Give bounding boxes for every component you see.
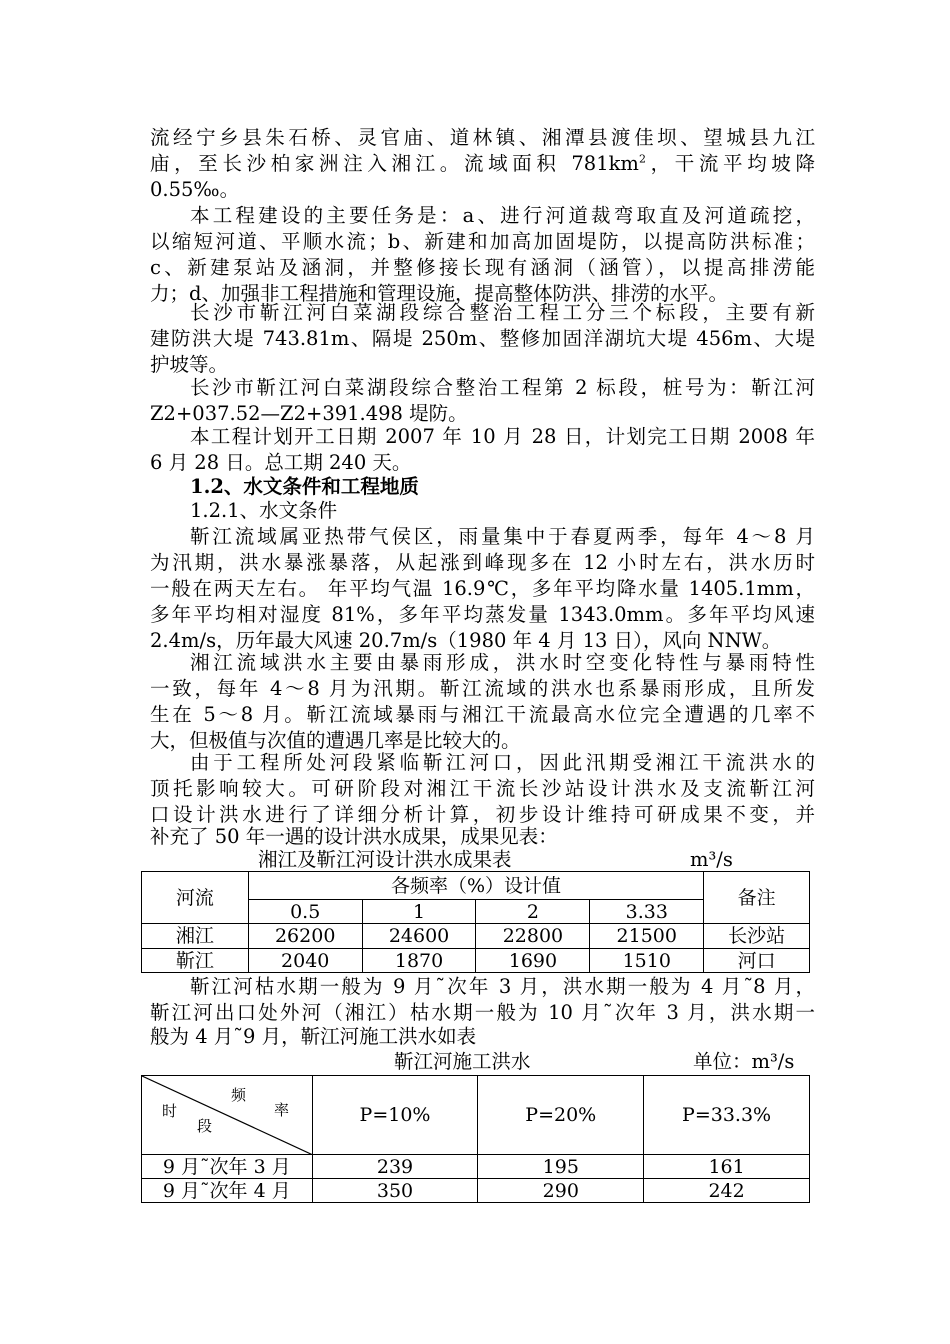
paragraph-line: 流经宁乡县朱石桥、灵官庙、道林镇、湘潭县渡佳坝、望城县九江 (150, 126, 815, 149)
table-cell: 161 (644, 1155, 810, 1179)
superscript: 2 (638, 152, 646, 166)
table-cell: 350 (312, 1179, 478, 1203)
freq-header: 1 (362, 900, 476, 924)
paragraph-line: c、新建泵站及涵洞，并整修接长现有涵洞（涵管），以提高排涝能 (150, 256, 815, 279)
paragraph-line: 一致，每年 4～8 月为汛期。靳江流域的洪水也系暴雨形成，且所发 (150, 677, 815, 700)
header-frequency: 各频率（%）设计值 (248, 872, 703, 900)
freq-header: P=33.3% (644, 1076, 810, 1155)
table-cell: 21500 (590, 924, 704, 949)
table-cell: 1690 (476, 949, 590, 973)
subsection-heading: 1.2.1、水文条件 (190, 499, 338, 522)
table-title: 湘江及靳江河设计洪水成果表 (258, 848, 512, 871)
paragraph-line: 护坡等。 (150, 353, 229, 376)
table-row (142, 924, 810, 949)
section-heading: 1.2、水文条件和工程地质 (190, 475, 419, 498)
paragraph-line: 靳江河出口处外河（湘江）枯水期一般为 10 月˜次年 3 月，洪水期一 (150, 1001, 815, 1024)
table-cell: 195 (478, 1155, 644, 1179)
table-title: 靳江河施工洪水 (394, 1050, 531, 1073)
freq-header: 0.5 (248, 900, 362, 924)
paragraph-line: 本工程建设的主要任务是：a、进行河道裁弯取直及河道疏挖， (190, 204, 815, 227)
paragraph-text: 庙，至长沙柏家洲注入湘江。流域面积 781km (150, 152, 639, 175)
table-cell: 26200 (248, 924, 362, 949)
diagonal-header-cell (142, 1076, 313, 1155)
paragraph-line: 多年平均相对湿度 81%，多年平均蒸发量 1343.0mm。多年平均风速 (150, 603, 815, 626)
paragraph-line: 补充了 50 年一遇的设计洪水成果，成果见表： (150, 825, 558, 848)
table-cell: 239 (312, 1155, 478, 1179)
freq-header: 2 (476, 900, 590, 924)
paragraph-line: 以缩短河道、平顺水流；b、新建和加高加固堤防，以提高防洪标准； (150, 230, 815, 253)
paragraph-text: ，干流平均坡降 (645, 152, 815, 175)
paragraph-line (150, 151, 815, 177)
header-river: 河流 (142, 872, 249, 924)
paragraph-line: 长沙市靳江河白菜湖段综合整治工程第 2 标段，桩号为：靳江河 (190, 376, 815, 399)
paragraph-line: 大，但极值与次值的遭遇几率是比较大的。 (150, 729, 521, 752)
paragraph-line: 2.4m/s，历年最大风速 20.7m/s（1980 年 4 月 13 日），风向 NNW。 (150, 629, 782, 652)
diag-label: 段 (197, 1117, 213, 1135)
paragraph-line: Z2+037.52—Z2+391.498 堤防。 (150, 402, 468, 425)
diag-label: 时 (162, 1102, 178, 1120)
table-cell: 湘江 (142, 924, 249, 949)
table-cell: 2040 (248, 949, 362, 973)
paragraph-line: 一般在两天左右。 年平均气温 16.9℃，多年平均降水量 1405.1mm， (150, 577, 815, 600)
header-note: 备注 (704, 872, 810, 924)
freq-header: 3.33 (590, 900, 704, 924)
diag-label: 频 (231, 1086, 247, 1104)
table-row (142, 1179, 810, 1203)
paragraph-line: 本工程计划开工日期 2007 年 10 月 28 日，计划完工日期 2008 年 (190, 425, 815, 448)
paragraph-line: 0.55‰。 (150, 178, 240, 201)
paragraph-line: 顶托影响较大。可研阶段对湘江干流长沙站设计洪水及支流靳江河 (150, 777, 815, 800)
paragraph-line: 靳江流域属亚热带气侯区，雨量集中于春夏两季，每年 4～8 月 (190, 525, 815, 548)
paragraph-line: 力；d、加强非工程措施和管理设施，提高整体防洪、排涝的水平。 (150, 282, 728, 305)
paragraph-line: 靳江河枯水期一般为 9 月˜次年 3 月，洪水期一般为 4 月˜8 月， (190, 975, 815, 998)
table-cell: 9 月˜次年 3 月 (142, 1155, 313, 1179)
paragraph-line: 由于工程所处河段紧临靳江河口，因此汛期受湘江干流洪水的 (190, 751, 815, 774)
table-unit: 单位：m³/s (693, 1050, 795, 1073)
table-cell: 河口 (704, 949, 810, 973)
diag-label: 率 (274, 1101, 290, 1119)
paragraph-line: 般为 4 月˜9 月，靳江河施工洪水如表 (150, 1025, 477, 1048)
freq-header: P=20% (478, 1076, 644, 1155)
table-row (142, 1155, 810, 1179)
table-cell: 242 (644, 1179, 810, 1203)
table-cell: 1870 (362, 949, 476, 973)
paragraph-line: 生在 5～8 月。靳江流域暴雨与湘江干流最高水位完全遭遇的几率不 (150, 703, 815, 726)
paragraph-line: 口设计洪水进行了详细分析计算，初步设计维持可研成果不变，并 (150, 803, 815, 826)
table-cell: 靳江 (142, 949, 249, 973)
paragraph-line: 湘江流域洪水主要由暴雨形成，洪水时空变化特性与暴雨特性 (190, 651, 815, 674)
table-cell: 长沙站 (704, 924, 810, 949)
table-cell: 24600 (362, 924, 476, 949)
table-cell: 290 (478, 1179, 644, 1203)
paragraph-line: 长沙市靳江河白菜湖段综合整治工程工分三个标段，主要有新 (190, 301, 815, 324)
table-row (142, 949, 810, 973)
paragraph-line: 为汛期，洪水暴涨暴落，从起涨到峰现多在 12 小时左右，洪水历时 (150, 551, 815, 574)
design-flood-table (141, 871, 810, 973)
freq-header: P=10% (312, 1076, 478, 1155)
table-cell: 22800 (476, 924, 590, 949)
table-unit: m³/s (690, 848, 733, 871)
table-cell: 9 月˜次年 4 月 (142, 1179, 313, 1203)
table-cell: 1510 (590, 949, 704, 973)
paragraph-line: 6 月 28 日。总工期 240 天。 (150, 451, 412, 474)
construction-flood-table (141, 1075, 810, 1203)
paragraph-line: 建防洪大堤 743.81m、隔堤 250m、整修加固洋湖坑大堤 456m、大堤 (150, 327, 815, 350)
